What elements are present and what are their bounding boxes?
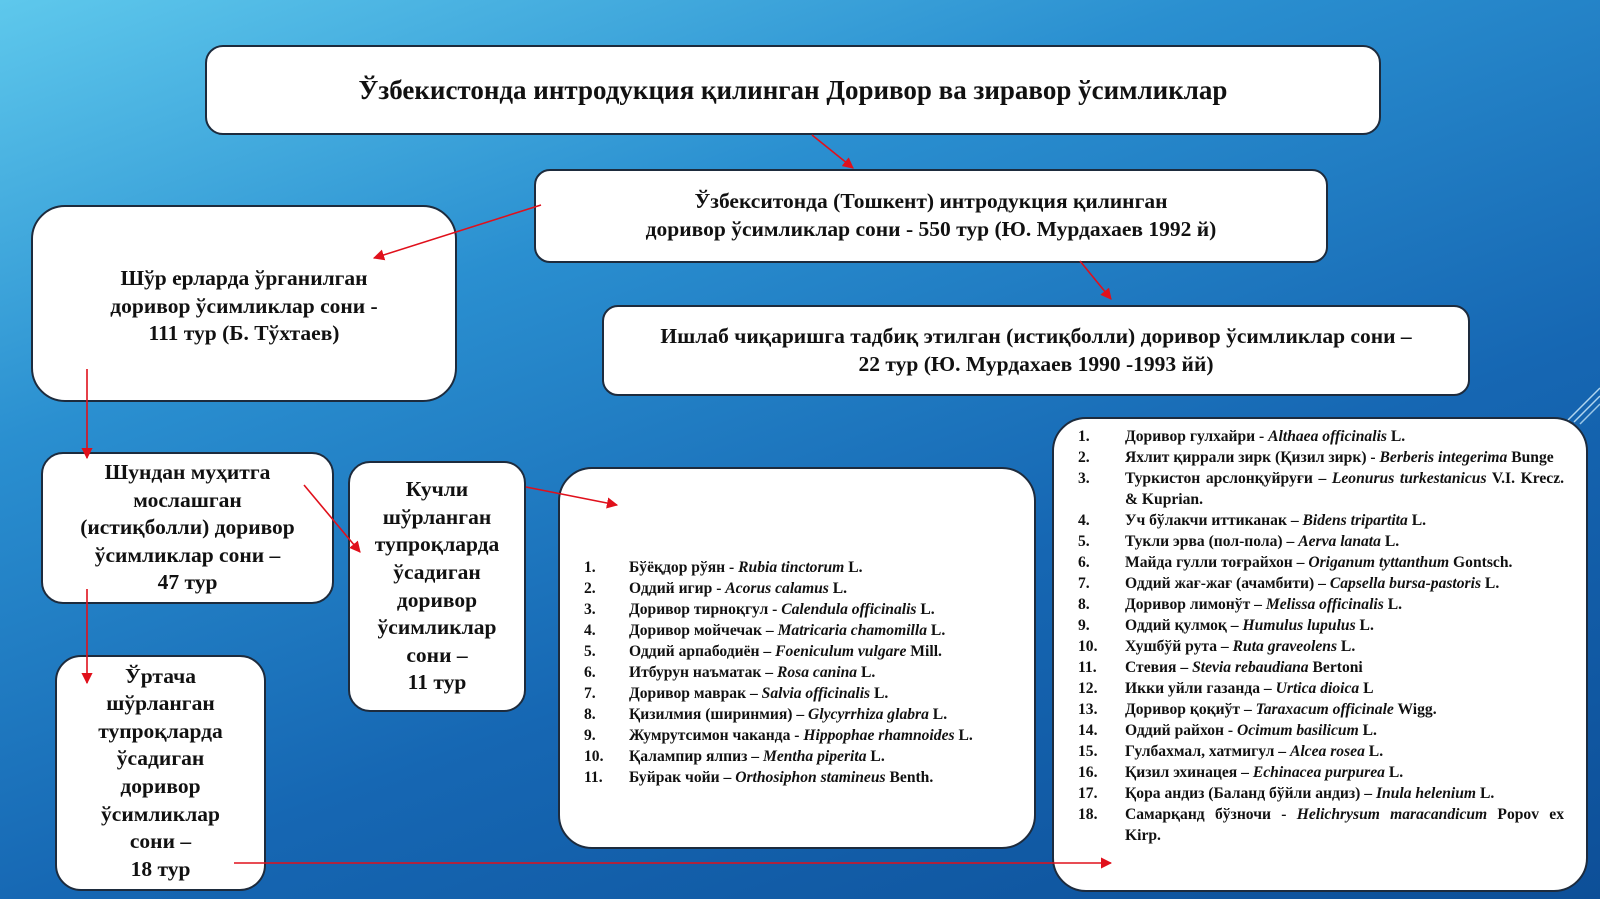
species-author: L. bbox=[928, 706, 948, 723]
species-item bbox=[1076, 426, 1564, 447]
species-number: 11. bbox=[584, 769, 603, 786]
species-item bbox=[1076, 552, 1564, 573]
species-author: Bertoni bbox=[1308, 659, 1363, 676]
species-local-name: Гулбахмал, хатмигул – bbox=[1125, 743, 1290, 760]
medium-line-8: 18 тур bbox=[130, 856, 191, 881]
species-number: 18. bbox=[1078, 806, 1098, 823]
species-text bbox=[629, 578, 1022, 599]
species-item bbox=[582, 578, 1022, 599]
species-text bbox=[1125, 573, 1564, 594]
species-text bbox=[1125, 552, 1564, 573]
species-item bbox=[1076, 699, 1564, 720]
species-author: Bunge bbox=[1507, 449, 1554, 466]
species-text bbox=[1125, 762, 1564, 783]
species-latin-name: Urtica dioica bbox=[1275, 680, 1360, 697]
species-item bbox=[1076, 783, 1564, 804]
species-latin-name: Stevia rebaudiana bbox=[1192, 659, 1309, 676]
species-item bbox=[1076, 573, 1564, 594]
species-item bbox=[1076, 531, 1564, 552]
species-text bbox=[629, 767, 1022, 788]
species-local-name: Қизил эхинацея – bbox=[1125, 764, 1253, 781]
species-local-name: Оддий қулмоқ – bbox=[1125, 617, 1243, 634]
species-item bbox=[1076, 720, 1564, 741]
species-latin-name: Salvia officinalis bbox=[761, 685, 871, 702]
species-author: L. bbox=[1476, 785, 1495, 802]
species-local-name: Буйрак чойи – bbox=[629, 769, 736, 786]
species-item bbox=[1076, 762, 1564, 783]
species-latin-name: Acorus calamus bbox=[725, 580, 829, 597]
species-text bbox=[629, 704, 1022, 725]
species-latin-name: Aerva lanata bbox=[1298, 533, 1381, 550]
species-author: L. bbox=[1358, 722, 1377, 739]
species-text bbox=[629, 599, 1022, 620]
species-author: Mill. bbox=[906, 643, 942, 660]
medium-line-4: ўсадиган bbox=[116, 746, 205, 771]
species-number: 5. bbox=[1078, 533, 1090, 550]
species-author: Gontsch. bbox=[1449, 554, 1513, 571]
species-local-name: Оддий жағ-жағ (ачамбити) – bbox=[1125, 575, 1330, 592]
species-list-18 bbox=[1076, 426, 1564, 846]
arrow-title-to-tashkent bbox=[812, 135, 853, 168]
adapted-plants-box bbox=[41, 452, 334, 604]
species-text bbox=[1125, 783, 1564, 804]
medium-line-1: Ўртача bbox=[124, 663, 197, 688]
species-item bbox=[582, 557, 1022, 578]
species-author: Benth. bbox=[885, 769, 934, 786]
arrow-tashkent-to-industrial bbox=[1080, 261, 1111, 299]
species-local-name: Оддий райхон - bbox=[1125, 722, 1237, 739]
species-local-name: Доривор тирноқгул - bbox=[629, 601, 782, 618]
species-latin-name: Althaea officinalis bbox=[1268, 428, 1387, 445]
species-latin-name: Alcea rosea bbox=[1289, 743, 1365, 760]
industrial-line-2: 22 тур (Ю. Мурдахаев 1990 -1993 йй) bbox=[858, 351, 1214, 376]
species-latin-name: Rosa canina bbox=[776, 664, 858, 681]
species-author: L. bbox=[1384, 764, 1404, 781]
species-number: 10. bbox=[1078, 638, 1098, 655]
species-local-name: Майда гулли тоғрайхон – bbox=[1125, 554, 1309, 571]
species-number: 4. bbox=[584, 622, 596, 639]
species-latin-name: Berberis integerima bbox=[1379, 449, 1508, 466]
species-text bbox=[1125, 657, 1564, 678]
species-latin-name: Hippophae rhamnoides bbox=[803, 727, 955, 744]
adapted-line-5: 47 тур bbox=[157, 570, 218, 595]
species-number: 9. bbox=[584, 727, 596, 744]
species-number: 10. bbox=[584, 748, 604, 765]
species-latin-name: Glycyrrhiza glabra bbox=[808, 706, 929, 723]
title-box bbox=[205, 45, 1381, 135]
species-number: 15. bbox=[1078, 743, 1098, 760]
species-author: L. bbox=[844, 559, 863, 576]
species-item bbox=[1076, 615, 1564, 636]
medium-line-6: ўсимликлар bbox=[101, 801, 220, 826]
species-author: L. bbox=[828, 580, 848, 597]
page-title: Ўзбекистонда интродукция қилинган Доривор ва зиравор ўсимликлар bbox=[358, 74, 1228, 105]
species-local-name: Доривор қоқиўт – bbox=[1125, 701, 1256, 718]
species-item bbox=[1076, 510, 1564, 531]
species-author: L. bbox=[1407, 512, 1427, 529]
species-latin-name: Melissa officinalis bbox=[1265, 596, 1384, 613]
species-item bbox=[582, 725, 1022, 746]
strong-line-1: Кучли bbox=[405, 477, 469, 502]
species-number: 5. bbox=[584, 643, 596, 660]
species-author: L. bbox=[1383, 596, 1403, 613]
medium-saline-box bbox=[55, 655, 266, 891]
species-local-name: Доривор маврак – bbox=[629, 685, 762, 702]
industrial-use-box bbox=[602, 305, 1470, 396]
species-item bbox=[1076, 594, 1564, 615]
species-local-name: Жумрутсимон чаканда - bbox=[629, 727, 804, 744]
species-latin-name: Orthosiphon stamineus bbox=[735, 769, 886, 786]
species-local-name: Қизилмия (ширинмия) – bbox=[629, 706, 809, 723]
species-item bbox=[582, 620, 1022, 641]
species-latin-name: Taraxacum officinale bbox=[1255, 701, 1394, 718]
species-author: Wigg. bbox=[1393, 701, 1437, 718]
species-author: L. bbox=[927, 622, 946, 639]
medium-line-3: тупроқларда bbox=[98, 718, 223, 743]
species-local-name: Хушбўй рута – bbox=[1125, 638, 1233, 655]
species-latin-name: Capsella bursa-pastoris bbox=[1329, 575, 1482, 592]
strong-line-5: доривор bbox=[396, 587, 478, 612]
species-local-name: Туркистон арслонқуйруғи – bbox=[1125, 470, 1332, 487]
species-number: 6. bbox=[1078, 554, 1090, 571]
species-latin-name: Helichrysum maracandicum bbox=[1296, 806, 1488, 823]
species-number: 11. bbox=[1078, 659, 1097, 676]
species-local-name: Қалампир ялпиз – bbox=[629, 748, 763, 765]
tashkent-introduced-box bbox=[534, 169, 1328, 263]
species-author: L. bbox=[1337, 638, 1356, 655]
species-item bbox=[1076, 804, 1564, 846]
species-text bbox=[1125, 678, 1564, 699]
species-text bbox=[629, 557, 1022, 578]
species-author: L. bbox=[1355, 617, 1374, 634]
species-author: L. bbox=[1386, 428, 1406, 445]
species-number: 12. bbox=[1078, 680, 1098, 697]
species-number: 1. bbox=[1078, 428, 1090, 445]
species-latin-name: Humulus lupulus bbox=[1242, 617, 1356, 634]
species-latin-name: Leonurus turkestanicus bbox=[1331, 470, 1487, 487]
saline-line-3: 111 тур (Б. Тўхтаев) bbox=[148, 321, 340, 346]
species-author: L. bbox=[1364, 743, 1384, 760]
species-text bbox=[1125, 447, 1564, 468]
strong-line-6: ўсимликлар bbox=[377, 615, 497, 640]
species-local-name: Доривор мойчечак – bbox=[629, 622, 778, 639]
species-item bbox=[1076, 741, 1564, 762]
strong-line-2: шўрланган bbox=[382, 504, 492, 529]
adapted-line-3: (истиқболли) доривор bbox=[80, 515, 295, 540]
species-local-name: Доривор лимонўт – bbox=[1125, 596, 1266, 613]
species-number: 13. bbox=[1078, 701, 1098, 718]
strongly-saline-box bbox=[348, 461, 526, 712]
species-author: L. bbox=[870, 685, 889, 702]
strong-line-7: сони – bbox=[406, 642, 468, 667]
strong-line-4: ўсадиган bbox=[393, 559, 481, 584]
species-latin-name: Ocimum basilicum bbox=[1237, 722, 1359, 739]
species-number: 7. bbox=[1078, 575, 1090, 592]
species-number: 16. bbox=[1078, 764, 1098, 781]
species-text bbox=[1125, 720, 1564, 741]
strong-saline-species-list-box bbox=[558, 467, 1036, 849]
species-local-name: Яхлит қиррали зирк (Қизил зирк) - bbox=[1125, 449, 1380, 466]
species-item bbox=[1076, 636, 1564, 657]
medium-line-2: шўрланган bbox=[106, 691, 215, 716]
saline-lands-box bbox=[31, 205, 457, 402]
species-author: L. bbox=[954, 727, 973, 744]
species-number: 2. bbox=[584, 580, 596, 597]
tashkent-line-1: Ўзбекситонда (Тошкент) интродукция қилинган bbox=[694, 189, 1168, 214]
species-local-name: Тукли эрва (пол-пола) – bbox=[1125, 533, 1299, 550]
species-item bbox=[1076, 657, 1564, 678]
species-number: 17. bbox=[1078, 785, 1098, 802]
species-author: L bbox=[1359, 680, 1374, 697]
species-local-name: Стевия – bbox=[1125, 659, 1193, 676]
species-text bbox=[629, 683, 1022, 704]
species-item bbox=[582, 683, 1022, 704]
species-item bbox=[582, 767, 1022, 788]
species-item bbox=[1076, 447, 1564, 468]
species-author: L. bbox=[857, 664, 876, 681]
species-item bbox=[582, 746, 1022, 767]
species-author: L. bbox=[916, 601, 935, 618]
species-latin-name: Inula helenium bbox=[1375, 785, 1477, 802]
species-text bbox=[1125, 804, 1564, 846]
species-number: 8. bbox=[1078, 596, 1090, 613]
species-item bbox=[582, 599, 1022, 620]
species-number: 6. bbox=[584, 664, 596, 681]
species-local-name: Итбурун наъматак – bbox=[629, 664, 777, 681]
species-text bbox=[1125, 594, 1564, 615]
adapted-line-4: ўсимликлар сони – bbox=[94, 542, 281, 567]
species-number: 1. bbox=[584, 559, 596, 576]
species-item bbox=[1076, 678, 1564, 699]
species-text bbox=[1125, 426, 1564, 447]
species-author: V.I. Krecz. & Kuprian. bbox=[1125, 470, 1565, 508]
medium-saline-species-list-box bbox=[1052, 417, 1588, 892]
species-local-name: Икки уйли газанда – bbox=[1125, 680, 1276, 697]
adapted-line-1: Шундан муҳитга bbox=[104, 460, 271, 485]
species-text bbox=[629, 746, 1022, 767]
species-latin-name: Calendula officinalis bbox=[781, 601, 917, 618]
industrial-line-1: Ишлаб чиқаришга тадбиқ этилган (истиқболли) доривор ўсимликлар сони – bbox=[660, 323, 1412, 348]
species-local-name: Қора андиз (Баланд бўйли андиз) – bbox=[1125, 785, 1376, 802]
species-latin-name: Ruta graveolens bbox=[1232, 638, 1338, 655]
species-author: L. bbox=[1481, 575, 1500, 592]
species-number: 2. bbox=[1078, 449, 1090, 466]
species-text bbox=[1125, 531, 1564, 552]
medium-line-5: доривор bbox=[120, 774, 201, 798]
species-number: 3. bbox=[1078, 470, 1090, 487]
species-latin-name: Origanum tyttanthum bbox=[1308, 554, 1450, 571]
species-text bbox=[1125, 741, 1564, 762]
species-list-11 bbox=[582, 557, 1022, 788]
species-text bbox=[1125, 468, 1564, 510]
medium-line-7: сони – bbox=[129, 829, 192, 854]
species-item bbox=[582, 704, 1022, 725]
species-local-name: Бўёқдор рўян - bbox=[629, 559, 739, 576]
species-item bbox=[582, 641, 1022, 662]
strong-line-3: тупроқларда bbox=[374, 532, 500, 557]
species-latin-name: Mentha piperita bbox=[762, 748, 867, 765]
species-item bbox=[1076, 468, 1564, 510]
species-local-name: Оддий арпабодиён – bbox=[629, 643, 776, 660]
species-latin-name: Rubia tinctorum bbox=[738, 559, 845, 576]
species-local-name: Уч бўлакчи иттиканак – bbox=[1125, 512, 1303, 529]
species-latin-name: Bidens tripartita bbox=[1302, 512, 1408, 529]
species-text bbox=[1125, 636, 1564, 657]
species-text bbox=[1125, 615, 1564, 636]
species-number: 14. bbox=[1078, 722, 1098, 739]
species-author: L. bbox=[1380, 533, 1400, 550]
species-item bbox=[582, 662, 1022, 683]
species-text bbox=[629, 641, 1022, 662]
species-text bbox=[629, 662, 1022, 683]
species-author: L. bbox=[866, 748, 885, 765]
strong-line-8: 11 тур bbox=[407, 670, 467, 695]
species-number: 4. bbox=[1078, 512, 1090, 529]
species-author: Popov ex Kirp. bbox=[1125, 806, 1564, 844]
adapted-line-2: мослашган bbox=[133, 487, 242, 512]
species-latin-name: Echinacea purpurea bbox=[1252, 764, 1385, 781]
species-number: 9. bbox=[1078, 617, 1090, 634]
species-latin-name: Foeniculum vulgare bbox=[775, 643, 907, 660]
species-latin-name: Matricaria chamomilla bbox=[777, 622, 928, 639]
species-local-name: Самарқанд бўзночи - bbox=[1125, 806, 1297, 823]
species-number: 8. bbox=[584, 706, 596, 723]
species-local-name: Доривор гулхайри - bbox=[1125, 428, 1269, 445]
species-number: 3. bbox=[584, 601, 596, 618]
species-local-name: Оддий игир - bbox=[629, 580, 726, 597]
saline-line-2: доривор ўсимликлар сони - bbox=[110, 293, 378, 318]
species-number: 7. bbox=[584, 685, 596, 702]
tashkent-line-2: доривор ўсимликлар сони - 550 тур (Ю. Мурдахаев 1992 й) bbox=[645, 217, 1217, 241]
species-text bbox=[629, 725, 1022, 746]
species-text bbox=[1125, 510, 1564, 531]
saline-line-1: Шўр ерларда ўрганилган bbox=[120, 266, 368, 290]
species-text bbox=[629, 620, 1022, 641]
species-text bbox=[1125, 699, 1564, 720]
